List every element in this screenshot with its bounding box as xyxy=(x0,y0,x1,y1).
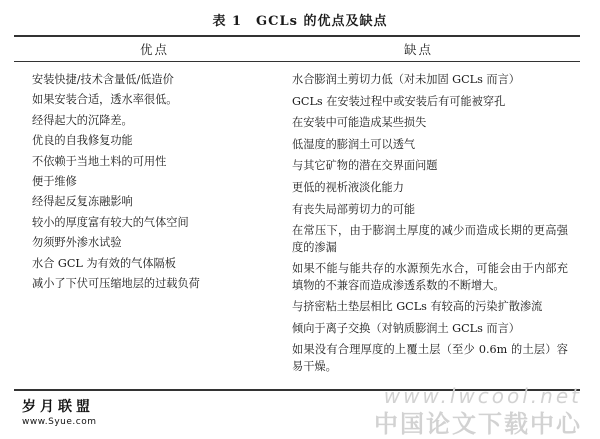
watermark-url: www.lwcool.net xyxy=(383,384,582,408)
disadvantage-item: 水合膨润土剪切力低（对未加固 GCLs 而言） xyxy=(292,73,520,86)
advantage-item: 优良的自我修复功能 xyxy=(32,134,133,148)
watermark-name: 中国论文下载中心 xyxy=(374,410,582,438)
advantages-list xyxy=(32,72,282,296)
column-header-disadvantages: 缺点 xyxy=(404,42,434,57)
disadvantage-item: 更低的视析液淡化能力 xyxy=(292,180,404,194)
disadvantage-item: 与其它矿物的潜在交界面问题 xyxy=(292,159,438,173)
site-logo xyxy=(22,396,96,427)
disadvantage-item: 如果没有合理厚度的上覆土层（至少 0.6m 的土层）容易干燥。 xyxy=(292,343,568,373)
table-caption: 表 1 GCLs 的优点及缺点 xyxy=(212,14,388,29)
disadvantage-item: 在安装中可能造成某些损失 xyxy=(292,116,427,130)
disadvantage-item: 与挤密粘土垫层相比 GCLs 有较高的污染扩散渗流 xyxy=(292,300,543,314)
advantage-item: 经得起大的沉降差。 xyxy=(32,113,133,127)
advantage-item: 经得起反复冻融影响 xyxy=(32,195,133,209)
advantage-item: 如果安装合适，透水率很低。 xyxy=(32,93,178,107)
watermark xyxy=(374,384,582,439)
advantage-item: 不依赖于当地土料的可用性 xyxy=(32,154,167,168)
advantage-item: 便于维修 xyxy=(32,175,77,189)
advantage-item: 较小的厚度富有较大的气体空间 xyxy=(32,215,189,229)
table-header-rule xyxy=(14,61,580,62)
table-top-rule xyxy=(14,35,580,37)
advantage-item: 减小了下伏可压缩地层的过载负荷 xyxy=(32,277,200,291)
disadvantage-item: 如果不能与能共存的水源预先水合，可能会由于内部充填物的不兼容而造成渗透系数的不断增大。 xyxy=(292,262,568,292)
disadvantage-item: 有丧失局部剪切力的可能 xyxy=(292,202,416,216)
disadvantage-item: 低湿度的膨润土可以透气 xyxy=(292,137,416,151)
disadvantage-item: GCLs 在安装过程中或安装后有可能被穿孔 xyxy=(292,94,506,108)
advantage-item: 水合 GCL 为有效的气体隔板 xyxy=(32,256,176,270)
site-url: www.Syue.com xyxy=(22,417,97,427)
disadvantages-list xyxy=(292,72,568,380)
advantage-item: 安装快捷/技术含量低/低造价 xyxy=(32,73,174,86)
advantage-item: 勿须野外渗水试验 xyxy=(32,236,122,250)
site-brand: 岁月联盟 xyxy=(22,399,94,415)
disadvantage-item: 在常压下，由于膨润土厚度的减少而造成长期的更高强度的渗漏 xyxy=(292,224,568,254)
disadvantage-item: 倾向于离子交换（对钠质膨润土 GCLs 而言） xyxy=(292,321,520,335)
column-header-advantages: 优点 xyxy=(140,42,170,57)
